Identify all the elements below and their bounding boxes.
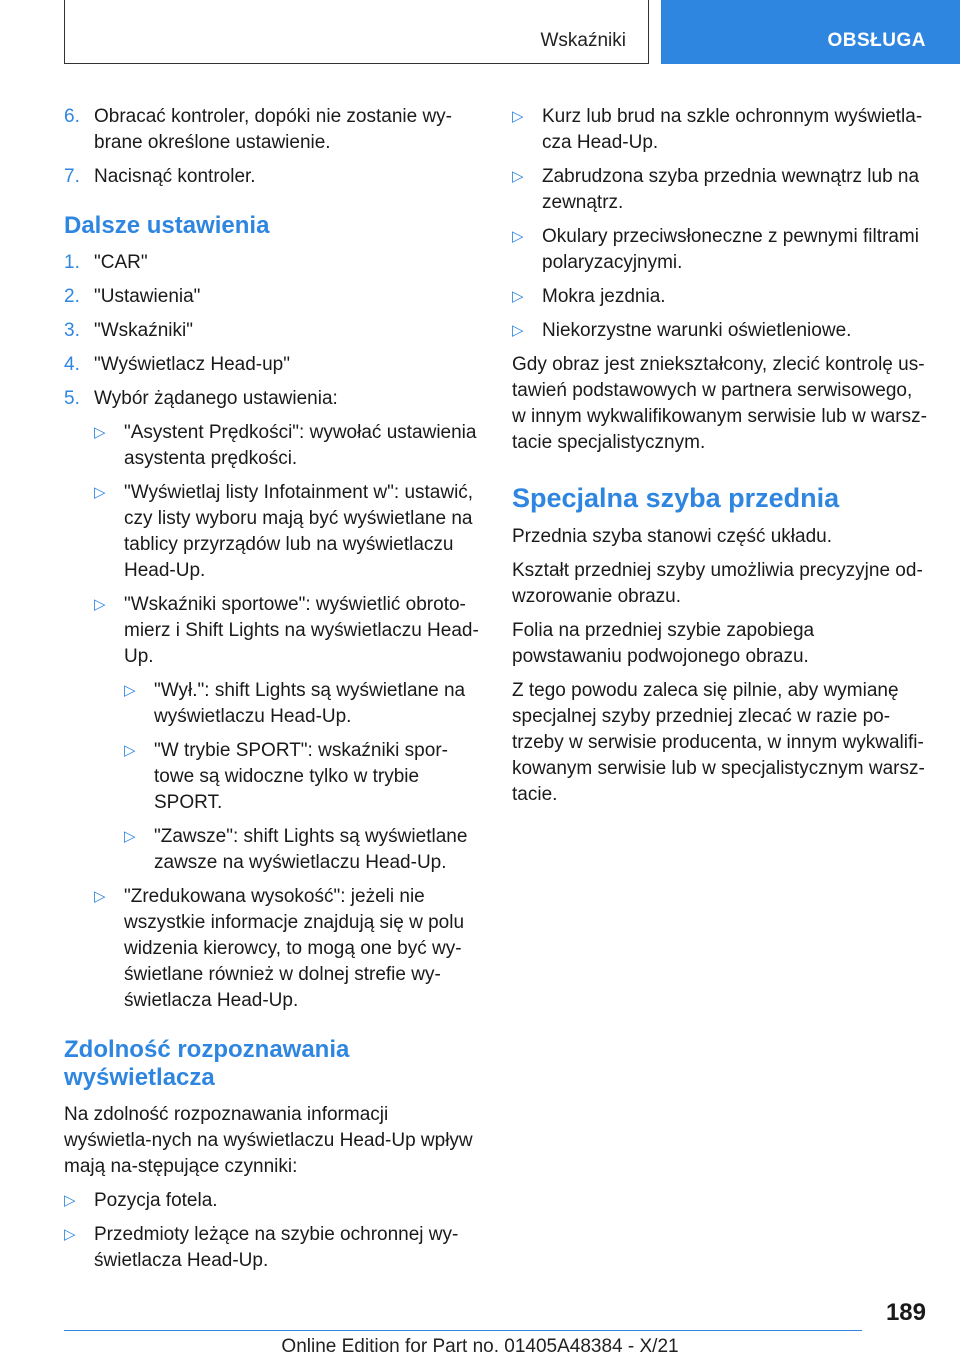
factor-item [512, 224, 928, 276]
step-number: 3. [64, 320, 80, 341]
factor-item [512, 164, 928, 216]
step-number: 2. [64, 286, 80, 307]
option-item [94, 884, 480, 1014]
triangle-bullet-icon: ▷ [124, 742, 136, 759]
header-section-box [64, 0, 649, 64]
left-column [64, 104, 480, 1282]
factor-text: Kurz lub brud na szkle ochronnym wyświetla-cza Head-Up. [542, 106, 923, 153]
sub-option-text: "Zawsze": shift Lights są wyświetlane zawsze na wyświetlaczu Head-Up. [154, 826, 468, 873]
factor-text: Pozycja fotela. [94, 1190, 218, 1211]
option-item [94, 480, 480, 584]
step-item [64, 318, 480, 344]
distortion-paragraph: Gdy obraz jest zniekształcony, zlecić kontrolę us-tawień podstawowych w partnera serwisowego, w innym wykwalifikowanym serwisie lub w warsz-tacie specjalistycznym. [512, 354, 927, 453]
step-item [64, 164, 480, 190]
factor-text: Niekorzystne warunki oświetleniowe. [542, 320, 852, 341]
header-chapter-tab [661, 0, 960, 64]
step-item [64, 284, 480, 310]
factor-text: Okulary przeciwsłoneczne z pewnymi filtrami polaryzacyjnymi. [542, 226, 919, 273]
sub-option-item [124, 678, 480, 730]
visibility-paragraph: Na zdolność rozpoznawania informacji wyświetla-nych na wyświetlaczu Head-Up wpływ mają na-stępujące czynniki: [64, 1104, 473, 1177]
step-text: "CAR" [94, 252, 148, 273]
step-text: "Wskaźniki" [94, 320, 193, 341]
heading-special-windshield: Specjalna szyba przednia [512, 483, 840, 513]
step-number: 5. [64, 388, 80, 409]
triangle-bullet-icon: ▷ [94, 484, 106, 501]
sub-option-item [124, 738, 480, 816]
step-item [64, 386, 480, 412]
windshield-paragraph: Z tego powodu zaleca się pilnie, aby wymianę specjalnej szyby przedniej zlecać w razie po-trzeby w serwisie producenta, w innym wykwalifi-kowanym serwisie lub w specjalistycznym warsz-tacie. [512, 680, 925, 805]
factor-item [64, 1188, 480, 1214]
option-text: "Wyświetlaj listy Infotainment w": ustawić, czy listy wyboru mają być wyświetlane na tablicy przyrządów lub na wyświetlaczu Head-Up. [124, 482, 474, 581]
sub-option-item [124, 824, 480, 876]
step-item [64, 352, 480, 378]
triangle-bullet-icon: ▷ [124, 828, 136, 845]
option-item [94, 592, 480, 670]
step-item [64, 250, 480, 276]
step-item [64, 104, 480, 156]
triangle-bullet-icon: ▷ [64, 1192, 76, 1209]
step-text: Nacisnąć kontroler. [94, 166, 256, 187]
step-number: 1. [64, 252, 80, 273]
factor-item [512, 104, 928, 156]
triangle-bullet-icon: ▷ [124, 682, 136, 699]
step-text: Wybór żądanego ustawienia: [94, 388, 338, 409]
page-number: 189 [885, 1299, 926, 1326]
triangle-bullet-icon: ▷ [512, 108, 524, 125]
footer-divider [64, 1330, 862, 1331]
triangle-bullet-icon: ▷ [512, 322, 524, 339]
windshield-paragraph: Kształt przedniej szyby umożliwia precyzyjne od-wzorowanie obrazu. [512, 560, 923, 607]
header-chapter-label: OBSŁUGA [827, 30, 926, 51]
heading-display-visibility: Zdolność rozpoznawania wyświetlacza [64, 1036, 350, 1091]
triangle-bullet-icon: ▷ [512, 168, 524, 185]
factor-text: Mokra jezdnia. [542, 286, 666, 307]
option-text: "Asystent Prędkości": wywołać ustawienia asystenta prędkości. [124, 422, 477, 469]
triangle-bullet-icon: ▷ [94, 888, 106, 905]
triangle-bullet-icon: ▷ [94, 596, 106, 613]
header-section-title: Wskaźniki [540, 30, 626, 51]
factor-item [64, 1222, 480, 1274]
option-text: "Wskaźniki sportowe": wyświetlić obroto-mierz i Shift Lights na wyświetlaczu Head-Up. [124, 594, 479, 667]
step-text: "Wyświetlacz Head-up" [94, 354, 290, 375]
option-item [94, 420, 480, 472]
windshield-paragraph: Folia na przedniej szybie zapobiega powstawaniu podwojonego obrazu. [512, 620, 815, 667]
sub-option-text: "W trybie SPORT": wskaźniki spor-towe są widoczne tylko w trybie SPORT. [154, 740, 448, 813]
sub-option-text: "Wył.": shift Lights są wyświetlane na wyświetlaczu Head-Up. [154, 680, 466, 727]
factor-text: Zabrudzona szyba przednia wewnątrz lub na zewnątrz. [542, 166, 920, 213]
step-text: "Ustawienia" [94, 286, 201, 307]
step-number: 4. [64, 354, 80, 375]
factor-text: Przedmioty leżące na szybie ochronnej wy-świetlacza Head-Up. [94, 1224, 459, 1271]
factor-item [512, 318, 928, 344]
step-number: 7. [64, 166, 80, 187]
right-column [512, 104, 928, 816]
triangle-bullet-icon: ▷ [94, 424, 106, 441]
factor-item [512, 284, 928, 310]
triangle-bullet-icon: ▷ [512, 288, 524, 305]
windshield-paragraph: Przednia szyba stanowi część układu. [512, 526, 832, 547]
triangle-bullet-icon: ▷ [64, 1226, 76, 1243]
step-text: Obracać kontroler, dopóki nie zostanie wy- brane określone ustawienie. [94, 106, 453, 153]
triangle-bullet-icon: ▷ [512, 228, 524, 245]
heading-further-settings: Dalsze ustawienia [64, 212, 270, 239]
option-text: "Zredukowana wysokość": jeżeli nie wszystkie informacje znajdują się w polu widzenia kierowcy, to mogą one być wy-świetlane również w dolnej strefie wy-świetlacza Head-Up. [124, 886, 465, 1011]
footer-edition: Online Edition for Part no. 01405A48384 - X/21 [281, 1336, 679, 1357]
step-number: 6. [64, 106, 80, 127]
